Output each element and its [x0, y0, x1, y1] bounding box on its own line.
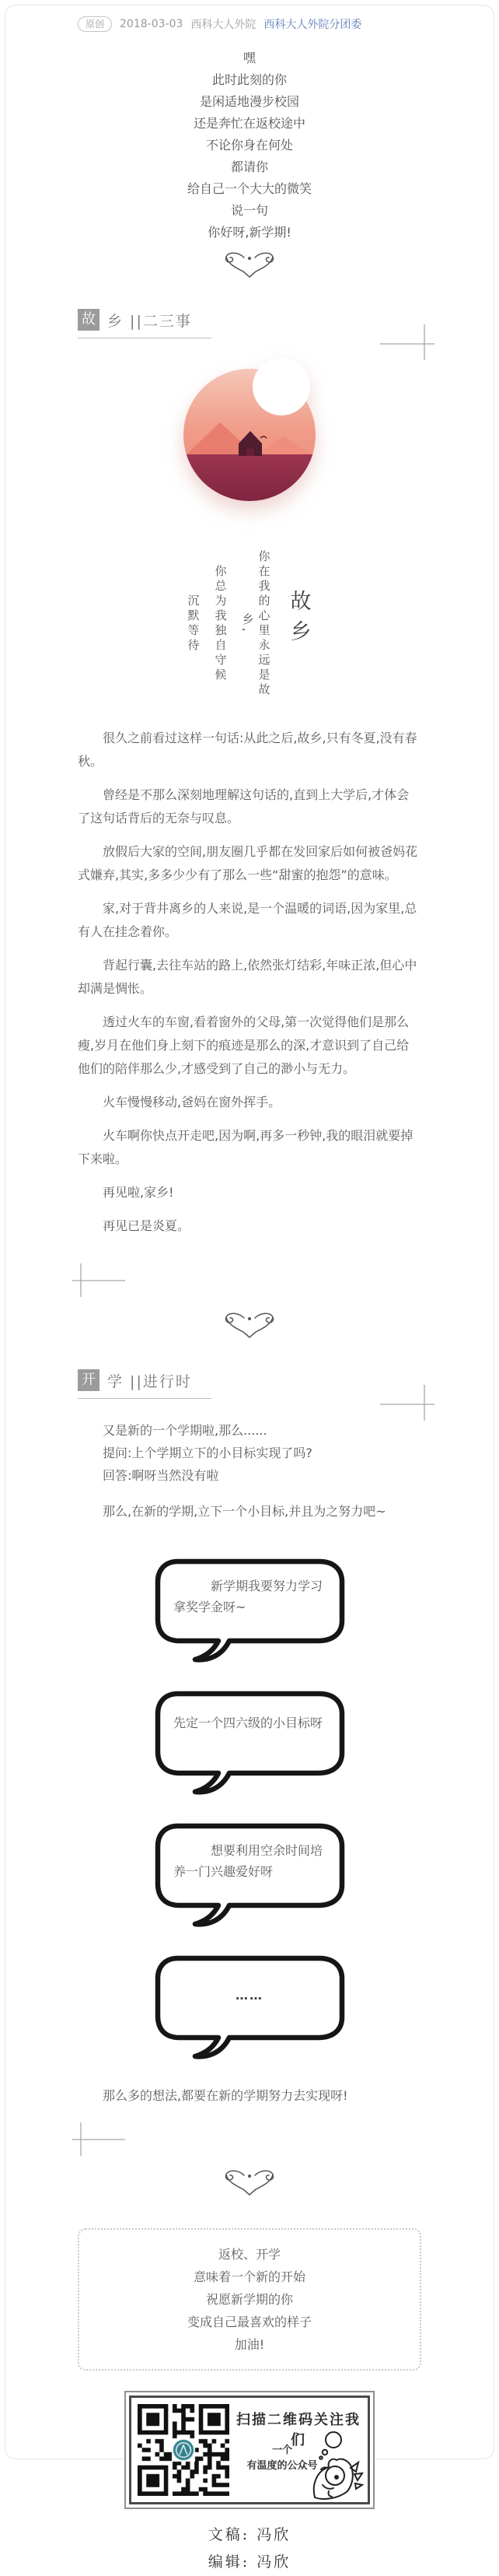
illustration-caption — [41, 539, 458, 699]
paragraph: 背起行囊,去往车站的路上,依然张灯结彩,年味正浓,但心中却满是惆怅。 — [78, 958, 417, 996]
sunset-circle-image — [180, 365, 319, 505]
paragraph: 放假后大家的空间,朋友圈几乎都在发回家后如何被爸妈花式嫌弃,其实,多多少少有了那么一些“甜蜜的抱怨”的意味。 — [78, 844, 418, 882]
article-meta — [41, 16, 458, 32]
flourish-divider-icon — [212, 2169, 287, 2199]
publish-date: 2018-03-03 — [120, 18, 183, 30]
qr-subtitle-line: 一个 — [271, 2445, 292, 2456]
section1-title: 乡 ||二三事 — [107, 312, 192, 330]
speech-bubble — [150, 1688, 349, 1798]
section-underline — [78, 1398, 211, 1399]
goal-prompt: 那么,在新的学期,立下一个小目标,并且为之努力吧~ — [103, 1504, 386, 1519]
speech-bubble — [150, 1820, 349, 1930]
section1-header — [41, 309, 458, 338]
lead-line: 提问:上个学期立下的小目标实现了吗? — [103, 1446, 312, 1460]
poem-line: 给自己一个大大的微笑 — [187, 181, 312, 196]
qr-panel — [124, 2391, 375, 2509]
section1-body — [41, 727, 458, 1238]
bubble-text: 新学期我要努力学习拿奖学金呀~ — [173, 1579, 323, 1614]
paragraph: 再见啦,家乡! — [103, 1185, 174, 1200]
crosshair-decoration-icon — [71, 2122, 127, 2157]
credit-line: 编辑: 冯欣 — [208, 2553, 291, 2571]
caption-title: 故乡 — [286, 589, 311, 650]
paragraph: 火车慢慢移动,爸妈在窗外挥手。 — [103, 1095, 281, 1109]
wish-line: 变成自己最喜欢的样子 — [187, 2315, 312, 2329]
speech-bubble-outline-icon — [150, 1952, 349, 2063]
wish-line: 意味着一个新的开始 — [193, 2269, 305, 2284]
section2-box-char: 开 — [78, 1369, 99, 1391]
poem-line: 是闲适地漫步校园 — [199, 94, 299, 109]
paragraph: 很久之前看过这样一句话:从此之后,故乡,只有冬夏,没有春秋。 — [78, 731, 417, 769]
bubble-text: …… — [236, 1988, 263, 2003]
poem-line: 此时此刻的你 — [211, 72, 287, 87]
poem-line: 不论你身在何处 — [205, 138, 293, 152]
hometown-illustration — [41, 365, 458, 699]
flourish-divider — [41, 251, 458, 284]
qr-title: 扫描二维码关注我们 — [236, 2412, 361, 2448]
flourish-divider — [41, 1312, 458, 1344]
article-page — [5, 5, 494, 2571]
poem-line: 还是奔忙在返校途中 — [193, 116, 305, 131]
intro-poem — [41, 47, 458, 244]
goal-bubbles — [41, 1555, 458, 2063]
poem-line: 都请你 — [230, 159, 268, 174]
wish-box — [78, 2228, 421, 2371]
qr-code — [138, 2404, 229, 2496]
caption-line: 沉默等待 — [186, 594, 201, 654]
lead-line: 回答:啊呀当然没有啦 — [103, 1468, 219, 1483]
speech-bubble — [150, 1555, 349, 1666]
speech-bubble — [150, 1952, 349, 2063]
credit-line: 文稿: 冯欣 — [208, 2526, 291, 2543]
bubble-text: 想要利用空余时间培养一门兴趣爱好呀 — [173, 1843, 323, 1879]
bubble-text: 先定一个四六级的小目标呀 — [173, 1716, 323, 1730]
paragraph: 火车啊你快点开走吧,因为啊,再多一秒钟,我的眼泪就要掉下来啦。 — [78, 1128, 414, 1166]
wish-line: 加油! — [234, 2337, 265, 2352]
poem-line: 说一句 — [230, 203, 268, 218]
speech-bubble-outline-icon — [150, 1688, 349, 1798]
caption-line: 你在我的心里永远是故乡, — [240, 549, 271, 698]
poem-line: 嘿 — [243, 51, 256, 65]
author-name: 西科大人外院 — [190, 19, 256, 31]
poem-line: 你好呀,新学期! — [208, 225, 291, 240]
paragraph: 家,对于背井离乡的人来说,是一个温暖的词语,因为家里,总有人在挂念着你。 — [78, 901, 417, 939]
paragraph: 透过火车的车窗,看着窗外的父母,第一次觉得他们是那么瘦,岁月在他们身上刻下的痕迹是那么的深,才意识到了自己给他们的陪伴那么少,才感受到了自己的渺小与无力。 — [78, 1015, 410, 1076]
crosshair-decoration-icon — [71, 1263, 127, 1298]
section2-closing: 那么多的想法,都要在新的学期努力去实现呀! — [103, 2088, 348, 2103]
account-link[interactable]: 西科大人外院分团委 — [263, 19, 362, 31]
credits — [41, 2522, 458, 2576]
lead-line: 又是新的一个学期啦,那么...... — [103, 1423, 267, 1438]
original-badge: 原创 — [78, 16, 112, 32]
wish-line: 祝愿新学期的你 — [205, 2292, 293, 2307]
crosshair-decoration-icon — [380, 1383, 436, 1422]
caption-line: 你总为我独自守候 — [213, 564, 228, 683]
dino-mascot-icon — [290, 2429, 365, 2501]
paragraph: 曾经是不那么深刻地理解这句话的,直到上大学后,才体会了这句话背后的无奈与叹息。 — [78, 787, 410, 825]
flourish-divider — [41, 2169, 458, 2202]
wish-line: 返校、开学 — [218, 2247, 281, 2262]
flourish-divider-icon — [212, 251, 287, 281]
flourish-divider-icon — [212, 1312, 287, 1341]
section2-header — [41, 1369, 458, 1399]
section2-lead — [41, 1419, 458, 1487]
crosshair-decoration-icon — [380, 323, 436, 362]
section1-box-char: 故 — [78, 309, 99, 331]
paragraph: 再见已是炎夏。 — [103, 1218, 190, 1233]
section2-title: 学 ||进行时 — [107, 1372, 192, 1390]
qr-subtitle-line: 有温度的公众号 — [246, 2460, 318, 2472]
